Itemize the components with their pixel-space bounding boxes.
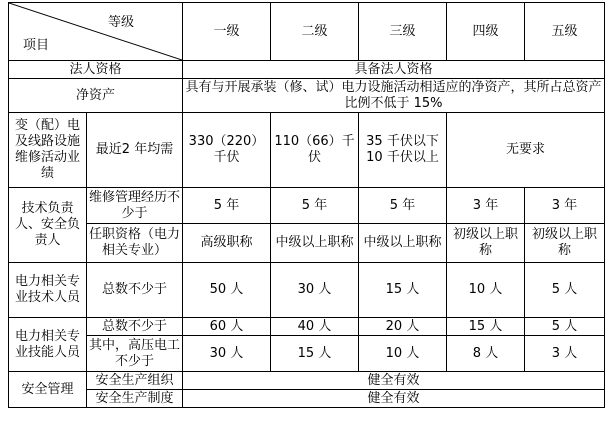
hv-level-4: 8 人 (447, 336, 525, 372)
performance-sub: 最近2 年均需 (87, 113, 183, 188)
safety-system-label: 安全生产制度 (87, 390, 183, 408)
level-5-header: 五级 (525, 3, 605, 61)
title-level-1: 高级职称 (183, 224, 271, 263)
title-level-2: 中级以上职称 (271, 224, 359, 263)
experience-level-2: 5 年 (271, 188, 359, 224)
experience-level-4: 3 年 (447, 188, 525, 224)
level-2-header: 二级 (271, 3, 359, 61)
skill-total-label: 总数不少于 (87, 318, 183, 336)
safety-org-label: 安全生产组织 (87, 372, 183, 390)
tech-staff-label: 电力相关专业技术人员 (9, 263, 87, 318)
title-label: 任职资格（电力相关专业） (87, 224, 183, 263)
level-1-header: 一级 (183, 3, 271, 61)
tech-lead-experience-row (9, 188, 605, 224)
tech-lead-title-row (9, 224, 605, 263)
level-4-header: 四级 (447, 3, 525, 61)
tech-staff-level-1: 50 人 (183, 263, 271, 318)
grade-header: 等级 (107, 15, 134, 30)
performance-label: 变（配）电及线路设施维修活动业绩 (9, 113, 87, 188)
title-level-4: 初级以上职称 (447, 224, 525, 263)
tech-staff-level-5: 5 人 (525, 263, 605, 318)
experience-level-3: 5 年 (359, 188, 447, 224)
safety-system-row (9, 390, 605, 408)
performance-level-2: 110（66）千伏 (271, 113, 359, 188)
tech-staff-level-2: 30 人 (271, 263, 359, 318)
hv-level-3: 10 人 (359, 336, 447, 372)
title-level-5: 初级以上职称 (525, 224, 605, 263)
title-level-3: 中级以上职称 (359, 224, 447, 263)
skill-total-level-4: 15 人 (447, 318, 525, 336)
assets-label: 净资产 (9, 79, 183, 113)
legal-label: 法人资格 (9, 61, 183, 79)
tech-staff-level-3: 15 人 (359, 263, 447, 318)
tech-staff-row (9, 263, 605, 318)
item-header: 项目 (23, 38, 50, 53)
experience-label: 维修管理经历不少于 (87, 188, 183, 224)
skill-staff-total-row (9, 318, 605, 336)
skill-staff-hv-row (9, 336, 605, 372)
hv-level-5: 3 人 (525, 336, 605, 372)
experience-level-5: 3 年 (525, 188, 605, 224)
experience-level-1: 5 年 (183, 188, 271, 224)
safety-org-value: 健全有效 (183, 372, 605, 390)
qualification-table (8, 2, 605, 408)
legal-row (9, 61, 605, 79)
skill-total-level-3: 20 人 (359, 318, 447, 336)
tech-staff-level-4: 10 人 (447, 263, 525, 318)
skill-total-level-1: 60 人 (183, 318, 271, 336)
skill-total-level-5: 5 人 (525, 318, 605, 336)
header-row (9, 3, 605, 61)
performance-level-3: 35 千伏以下 10 千伏以上 (359, 113, 447, 188)
tech-lead-label: 技术负责人、安全负责人 (9, 188, 87, 263)
skill-staff-label: 电力相关专业技能人员 (9, 318, 87, 372)
hv-level-2: 15 人 (271, 336, 359, 372)
performance-level-4-5: 无要求 (447, 113, 605, 188)
header-corner-cell (9, 3, 183, 61)
assets-value: 具有与开展承装（修、试）电力设施活动相适应的净资产，其所占总资产比例不低于 15% (183, 79, 605, 113)
legal-value: 具备法人资格 (183, 61, 605, 79)
performance-row (9, 113, 605, 188)
performance-level-1: 330（220）千伏 (183, 113, 271, 188)
assets-row (9, 79, 605, 113)
safety-system-value: 健全有效 (183, 390, 605, 408)
hv-level-1: 30 人 (183, 336, 271, 372)
level-3-header: 三级 (359, 3, 447, 61)
hv-label: 其中，高压电工不少于 (87, 336, 183, 372)
skill-total-level-2: 40 人 (271, 318, 359, 336)
safety-label: 安全管理 (9, 372, 87, 408)
tech-staff-sub: 总数不少于 (87, 263, 183, 318)
safety-org-row (9, 372, 605, 390)
